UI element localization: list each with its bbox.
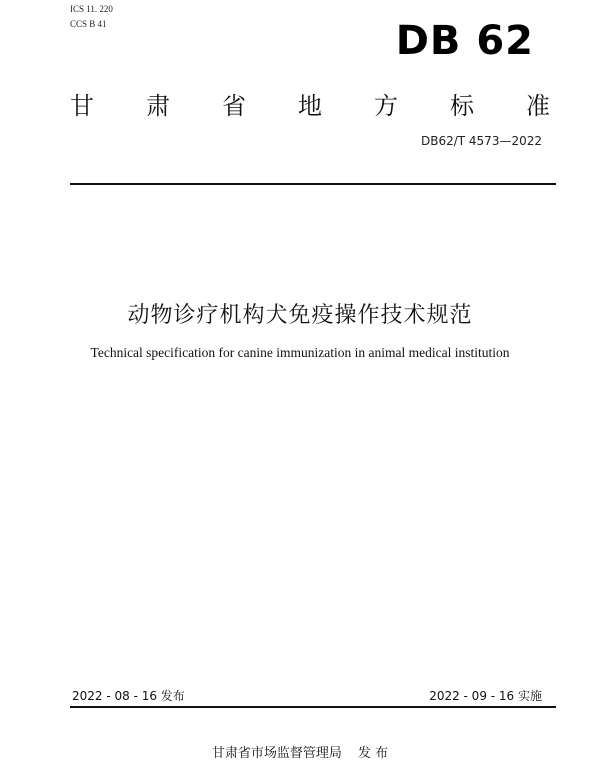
issuer-action: 发 布 bbox=[357, 746, 389, 761]
standard-type-char: 肃 bbox=[146, 92, 170, 120]
standard-type-char: 省 bbox=[222, 92, 246, 120]
standard-type-char: 地 bbox=[298, 92, 322, 120]
implement-date: 2022 - 09 - 16 实施 bbox=[429, 689, 542, 703]
standard-type-char: 准 bbox=[526, 92, 550, 120]
standard-type-char: 标 bbox=[450, 92, 474, 120]
issuer-org: 甘肃省市场监督管理局 bbox=[211, 746, 342, 761]
issue-date: 2022 - 08 - 16 发布 bbox=[72, 689, 185, 703]
db-logo: DB 62 bbox=[395, 18, 534, 64]
ccs-code: CCS B 41 bbox=[70, 19, 107, 29]
standard-type-title bbox=[70, 86, 550, 121]
standard-type-char: 方 bbox=[374, 92, 398, 120]
chinese-title: 动物诊疗机构犬免疫操作技术规范 bbox=[127, 303, 473, 328]
top-divider bbox=[70, 183, 556, 185]
ics-code: ICS 11. 220 bbox=[70, 4, 113, 14]
issuer-line bbox=[0, 742, 600, 761]
classification-codes bbox=[70, 2, 113, 32]
standard-type-char: 甘 bbox=[70, 92, 94, 120]
standard-number: DB62/T 4573—2022 bbox=[420, 134, 542, 148]
bottom-divider bbox=[70, 706, 556, 708]
english-title: Technical specification for canine immunization in animal medical institution bbox=[90, 345, 510, 360]
